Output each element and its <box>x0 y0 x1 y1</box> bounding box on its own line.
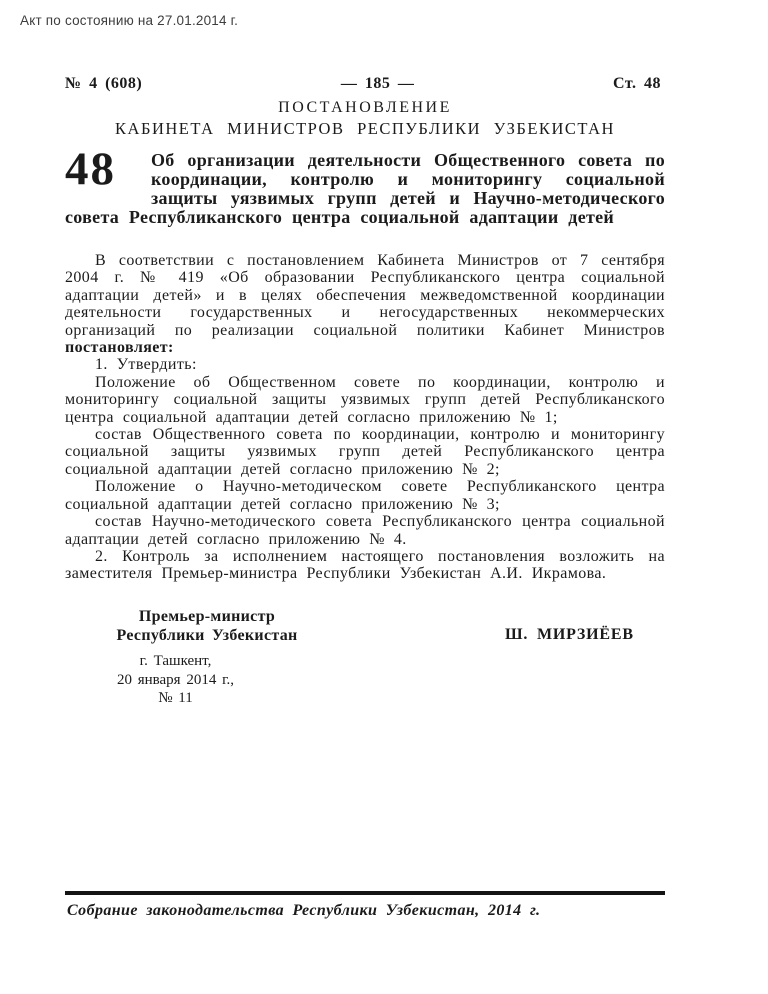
date-place-line: 20 января 2014 г., <box>116 671 235 688</box>
act-status-note: Акт по состоянию на 27.01.2014 г. <box>20 13 239 28</box>
issuing-authority-heading: КАБИНЕТА МИНИСТРОВ РЕСПУБЛИКИ УЗБЕКИСТАН <box>115 119 615 138</box>
publication-footer: Собрание законодательства Республики Узбекистан, 2014 г. <box>67 902 541 919</box>
article-number: 48 <box>65 143 116 195</box>
paragraph: В соответствии с постановлением Кабинета Министров от 7 сентября 2004 г. № 419 «Об образовании Республиканского центра социальной адаптации детей» и в целях обеспечения межведомственной координации деятельности государственных и негосударственных некоммерческих организаций по реализации социальной политики Кабинет Министров постановляет: <box>65 252 665 357</box>
date-place-line: г. Ташкент, <box>139 653 212 669</box>
page-number-marker: — 185 — <box>340 75 415 92</box>
paragraph: 1. Утвердить: <box>95 356 197 374</box>
paragraph: состав Общественного совета по координации, контролю и мониторингу социальной защиты уязвимых групп детей Республиканского центра социальной адаптации детей согласно приложению № 2; <box>65 426 665 478</box>
title-block <box>65 143 665 227</box>
document-type-heading: ПОСТАНОВЛЕНИЕ <box>278 99 452 116</box>
document-body <box>65 252 665 583</box>
paragraph: Положение о Научно-методическом совете Республиканского центра социальной адаптации детей согласно приложению № 3; <box>65 478 665 513</box>
date-place-block <box>93 652 258 708</box>
footer-divider <box>65 891 665 895</box>
document-content <box>65 0 665 994</box>
signer-position <box>101 607 313 645</box>
signer-name: Ш. МИРЗИЁЕВ <box>505 626 634 643</box>
paragraph: состав Научно-методического совета Республиканского центра социальной адаптации детей согласно приложению № 4. <box>65 513 665 548</box>
document-title: Об организации деятельности Общественного совета по координации, контролю и мониторингу социальной защиты уязвимых групп детей и Научно-методического совета Республиканского центра социальной адаптации детей <box>65 150 665 227</box>
signer-position-line: Премьер-министр <box>138 608 276 625</box>
paragraph: 2. Контроль за исполнением настоящего постановления возложить на заместителя Премьер-министра Республики Узбекистан А.И. Икрамова. <box>65 547 665 583</box>
article-reference: Ст. 48 <box>612 75 661 92</box>
issue-number: № 4 (608) <box>65 75 143 92</box>
page-header <box>65 75 665 93</box>
paragraph: Положение об Общественном совете по координации, контролю и мониторингу социальной защиты уязвимых групп детей Республиканского центра социальной адаптации детей согласно приложению № 1; <box>65 373 665 426</box>
date-place-line: № 11 <box>158 690 193 706</box>
signer-position-line: Республики Узбекистан <box>116 627 298 644</box>
